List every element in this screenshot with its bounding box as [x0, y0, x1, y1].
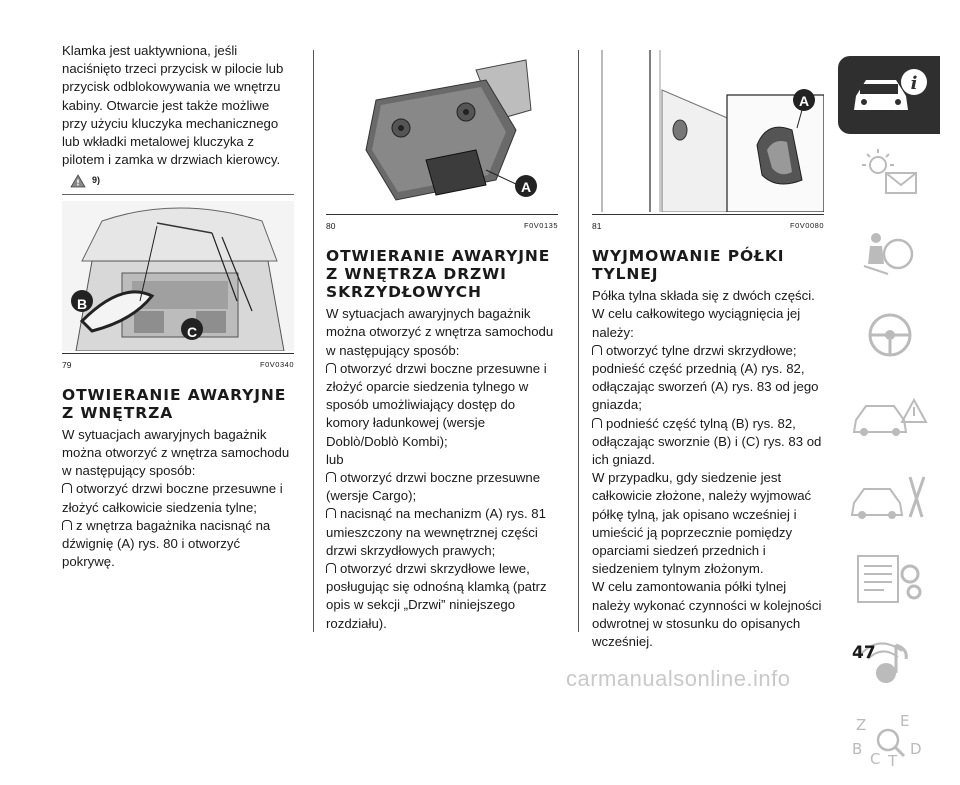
warning-light-message-icon	[848, 143, 932, 205]
bullet-icon	[592, 418, 602, 428]
column-separator	[578, 50, 579, 632]
svg-text:i: i	[910, 73, 918, 94]
or-text: lub	[326, 451, 344, 467]
figure-code: F0V0135	[524, 221, 558, 230]
svg-text:!: !	[76, 178, 80, 188]
figure-79	[62, 201, 294, 374]
warning-reference	[70, 171, 294, 189]
section-heading: OTWIERANIE AWARYJNE Z WNĘTRZA	[62, 385, 287, 422]
lead-paragraph: W sytuacjach awaryjnych bagażnik można otworzyć z wnętrza samochodu w następujący sposób:	[326, 306, 554, 358]
warning-ref-text: 9)	[92, 175, 101, 186]
lead-paragraph: W sytuacjach awaryjnych bagażnik można otworzyć z wnętrza samochodu w następujący sposób:	[62, 426, 290, 479]
bullet-icon	[592, 345, 602, 355]
tab-maintenance[interactable]	[838, 461, 940, 539]
tab-car-info[interactable]	[838, 56, 940, 134]
list-item: z wnętrza bagażnika nacisnąć na dźwignię (A) rys. 80 i otworzyć pokrywę.	[62, 517, 271, 570]
list-item: podnieść część tylną (B) rys. 82, odłączając sworznie (B) i (C) rys. 83 od ich gniazd.	[592, 415, 822, 468]
page-number: 47	[852, 643, 876, 663]
section-heading: OTWIERANIE AWARYJNE Z WNĘTRZA DRZWI SKRZYDŁOWYCH	[326, 247, 551, 302]
callout-c: C	[187, 323, 198, 340]
chapter-sidebar	[838, 56, 940, 785]
car-maintenance-icon	[848, 467, 932, 529]
intro-paragraph: Klamka jest uaktywniona, jeśli naciśnięto trzeci przycisk w pilocie lub przycisk odblokowywania we wnętrzu kabiny. Otwarcie jest także możliwe przy użyciu kluczyka mechanicznego lub wkładki metalowej kluczyka z pilotem i zamka w drzwiach kierowcy.	[62, 43, 284, 168]
paragraph: W celu zamontowania półki tylnej należy wykonać czynności w kolejności odwrotnej w stosunku do opisanych wcześniej.	[592, 579, 822, 650]
alphabetical-index-icon	[848, 710, 932, 772]
column-2	[326, 42, 558, 633]
tab-safety[interactable]	[838, 218, 940, 296]
column-separator	[313, 50, 314, 632]
warning-triangle-icon	[70, 174, 86, 188]
bullet-icon	[326, 363, 336, 373]
column-1	[62, 42, 294, 571]
figure-number: 79	[62, 359, 72, 370]
figure-code: F0V0340	[260, 359, 294, 369]
list-item: otworzyć drzwi boczne przesuwne (wersje Cargo);	[326, 470, 541, 504]
airbag-safety-icon	[848, 224, 932, 286]
index-letter: E	[900, 712, 910, 730]
steering-wheel-icon	[848, 305, 932, 367]
list-item: nacisnąć na mechanizm (A) rys. 81 umieszczony na wewnętrznej części drzwi skrzydłowych prawych;	[326, 506, 546, 558]
tab-index[interactable]	[838, 704, 940, 782]
column-3	[592, 42, 824, 651]
section-heading: WYJMOWANIE PÓŁKI TYLNEJ	[592, 247, 785, 284]
car-info-icon	[848, 62, 932, 124]
tab-technical-data[interactable]	[838, 542, 940, 620]
figure-number: 81	[592, 221, 602, 231]
index-letter: D	[910, 740, 922, 758]
callout-a: A	[521, 179, 532, 195]
list-item: otworzyć drzwi skrzydłowe lewe, posługując się odnośną klamką (patrz opis w sekcji „Drzwi” niniejszego rozdziału).	[326, 561, 547, 631]
bullet-icon	[326, 472, 336, 482]
tab-warning-lights[interactable]	[838, 137, 940, 215]
figure-number: 80	[326, 221, 336, 231]
index-letter: B	[852, 740, 863, 758]
paragraph: Półka tylna składa się z dwóch części.	[592, 288, 815, 304]
tab-starting-driving[interactable]	[838, 299, 940, 377]
bullet-icon	[62, 483, 72, 493]
figure-80	[326, 50, 558, 235]
list-item: otworzyć drzwi boczne przesuwne i złożyć oparcie siedzenia tylnego w sposób umożliwiający dostęp do komory ładunkowej (wersje Doblò/Doblò Kombi);	[326, 360, 547, 449]
technical-data-icon	[848, 548, 932, 610]
bullet-icon	[326, 508, 336, 518]
list-item: otworzyć drzwi boczne przesuwne i złożyć całkowicie siedzenia tylne;	[62, 481, 283, 515]
index-letter: T	[888, 752, 898, 770]
list-item: otworzyć tylne drzwi skrzydłowe; podnieść część przednią (A) rys. 82, odłączając sworzeń (A) rys. 83 od jego gniazda;	[592, 342, 819, 413]
car-emergency-icon	[848, 386, 932, 448]
index-letter: C	[870, 750, 881, 768]
tailgate-illustration	[62, 201, 294, 351]
callout-a: A	[799, 93, 810, 109]
figure-caption	[592, 214, 824, 235]
bullet-icon	[326, 563, 336, 573]
figure-caption	[62, 353, 294, 374]
index-letter: Z	[856, 716, 867, 734]
figure-81	[592, 50, 824, 235]
door-handle-illustration	[592, 50, 824, 212]
bullet-icon	[62, 520, 72, 530]
callout-b: B	[77, 295, 88, 312]
figure-caption	[326, 214, 558, 235]
paragraph: W przypadku, gdy siedzenie jest całkowicie złożone, należy wyjmować półkę tylną, jak opisano wcześniej i umieścić ją poprzecznie pomiędzy oparciami siedzeń przednich i siedzeniem tylnym złożonym.	[592, 470, 812, 577]
figure-code: F0V0080	[790, 221, 824, 230]
tab-emergency[interactable]	[838, 380, 940, 458]
paragraph: W celu całkowitego wyciągnięcia jej należy:	[592, 306, 801, 340]
divider	[62, 194, 294, 195]
watermark: carmanualsonline.info	[566, 666, 791, 691]
